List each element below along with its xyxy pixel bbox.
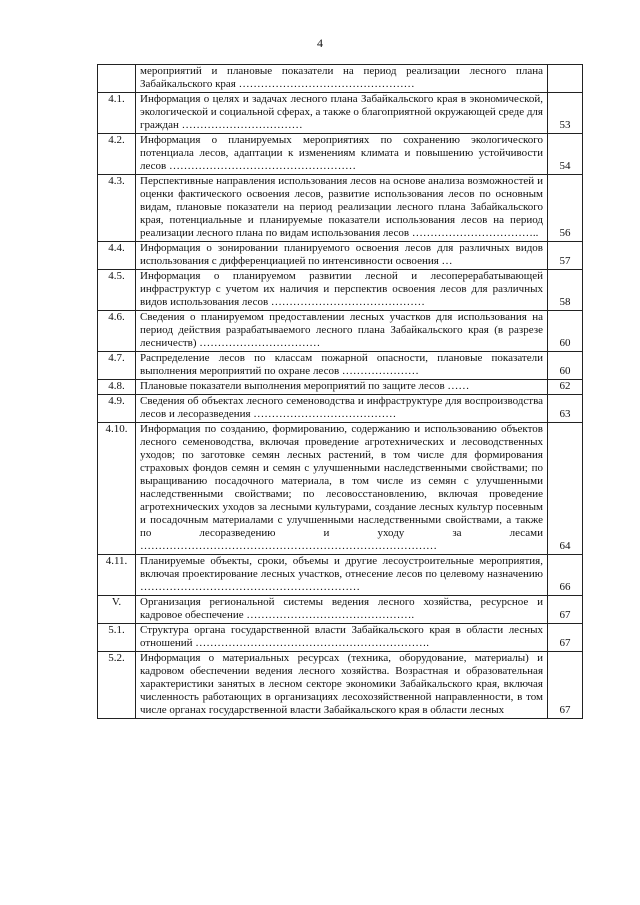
toc-page-number: 67 xyxy=(548,624,583,652)
toc-section-number xyxy=(98,65,136,93)
toc-row xyxy=(98,134,583,175)
toc-entry-text: Информация о планируемом развитии лесной и лесоперерабатывающей инфраструктур с учетом их наличия и перспектив освоения лесов для различных видов использования лесов …………………………………… xyxy=(136,270,548,311)
toc-entry-text: мероприятий и плановые показатели на период реализации лесного плана Забайкальского края ………………………………………… xyxy=(136,65,548,93)
toc-section-number: 4.8. xyxy=(98,380,136,395)
toc-section-number: 4.2. xyxy=(98,134,136,175)
toc-page-number: 53 xyxy=(548,93,583,134)
toc-row xyxy=(98,652,583,719)
toc-entry-text: Сведения об объектах лесного семеноводства и инфраструктуре для воспроизводства лесов и лесоразведения ………………………………… xyxy=(136,395,548,423)
toc-section-number: 4.4. xyxy=(98,242,136,270)
toc-body xyxy=(98,65,583,719)
toc-section-number: 4.6. xyxy=(98,311,136,352)
toc-row xyxy=(98,624,583,652)
table-of-contents xyxy=(97,64,583,719)
toc-row xyxy=(98,555,583,596)
toc-page-number: 63 xyxy=(548,395,583,423)
toc-page-number: 64 xyxy=(548,423,583,555)
toc-section-number: 4.5. xyxy=(98,270,136,311)
toc-section-number: 4.1. xyxy=(98,93,136,134)
toc-page-number: 62 xyxy=(548,380,583,395)
toc-entry-text: Распределение лесов по классам пожарной опасности, плановые показатели выполнения мероприятий по охране лесов ………………… xyxy=(136,352,548,380)
toc-section-number: 4.10. xyxy=(98,423,136,555)
toc-section-number: V. xyxy=(98,596,136,624)
toc-entry-text: Информация о целях и задачах лесного плана Забайкальского края в экономической, экологической и социальной сферах, а также о благоприятной окружающей среде для граждан …………………………… xyxy=(136,93,548,134)
toc-entry-text: Информация о материальных ресурсах (техника, оборудование, материалы) и кадровом обеспечении ведения лесного хозяйства. Возрастная и образовательная характеристики занятых в лесном секторе экономики Забайкальского края, включая численность работающих в организациях лесохозяйственной направленности, в том числе органах государственной власти Забайкальского края в области лесных xyxy=(136,652,548,719)
toc-page-number: 67 xyxy=(548,652,583,719)
toc-section-number: 4.9. xyxy=(98,395,136,423)
toc-section-number: 4.3. xyxy=(98,175,136,242)
toc-row xyxy=(98,596,583,624)
toc-entry-text: Планируемые объекты, сроки, объемы и другие лесоустроительные мероприятия, включая проектирование лесных участков, отнесение лесов по целевому назначению …………………………………………………… xyxy=(136,555,548,596)
toc-row xyxy=(98,380,583,395)
toc-entry-text: Структура органа государственной власти Забайкальского края в области лесных отношений ………………………………………………………. xyxy=(136,624,548,652)
toc-row xyxy=(98,242,583,270)
toc-page-number: 67 xyxy=(548,596,583,624)
toc-row xyxy=(98,311,583,352)
toc-entry-text: Информация о планируемых мероприятиях по сохранению экологического потенциала лесов, адаптации к изменениям климата и повышению устойчивости лесов …………………………………………… xyxy=(136,134,548,175)
toc-row xyxy=(98,352,583,380)
toc-entry-text: Перспективные направления использования лесов на основе анализа возможностей и оценки фактического освоения лесов, развитие использования лесов по основным видам, плановые показатели на период реализации лесного плана Забайкальского края, потенциальные и планируемые показатели использования лесов на период реализации лесного плана по видам использования лесов …………………………….. xyxy=(136,175,548,242)
toc-entry-text: Информация о зонировании планируемого освоения лесов для различных видов использования с дифференциацией по интенсивности освоения … xyxy=(136,242,548,270)
toc-page-number: 60 xyxy=(548,311,583,352)
toc-page-number xyxy=(548,65,583,93)
toc-entry-text: Информация по созданию, формированию, содержанию и использованию объектов лесного семеноводства, включая проведение агротехнических и лесоводственных уходов; по заготовке семян лесных растений, в том числе для формирования страховых фондов семян и семян с улучшенными наследственными свойствами; по выращиванию посадочного материала, в том числе из семян с улучшенными наследственными свойствами; по лесовосстановлению, включая проведение агротехнических уходов за лесными культурами, создание лесных культур посевным и посадочным материалами с улучшенными наследственными свойствами, а также по лесоразведению и уходу за лесами ……………………………………………………………………… xyxy=(136,423,548,555)
toc-page-number: 57 xyxy=(548,242,583,270)
toc-row xyxy=(98,395,583,423)
page-number: 4 xyxy=(317,36,323,50)
toc-row xyxy=(98,93,583,134)
toc-page-number: 60 xyxy=(548,352,583,380)
toc-section-number: 5.1. xyxy=(98,624,136,652)
toc-page-number: 58 xyxy=(548,270,583,311)
toc-row xyxy=(98,175,583,242)
toc-entry-text: Плановые показатели выполнения мероприятий по защите лесов …… xyxy=(136,380,548,395)
toc-page-number: 56 xyxy=(548,175,583,242)
toc-page-number: 54 xyxy=(548,134,583,175)
toc-section-number: 5.2. xyxy=(98,652,136,719)
toc-row xyxy=(98,423,583,555)
toc-row xyxy=(98,270,583,311)
toc-entry-text: Сведения о планируемом предоставлении лесных участков для использования на период действия разрабатываемого лесного плана Забайкальского края (в разрезе лесничеств) …………………………… xyxy=(136,311,548,352)
toc-page-number: 66 xyxy=(548,555,583,596)
toc-row xyxy=(98,65,583,93)
toc-section-number: 4.7. xyxy=(98,352,136,380)
toc-section-number: 4.11. xyxy=(98,555,136,596)
toc-entry-text: Организация региональной системы ведения лесного хозяйства, ресурсное и кадровое обеспечение ………………………………………. xyxy=(136,596,548,624)
